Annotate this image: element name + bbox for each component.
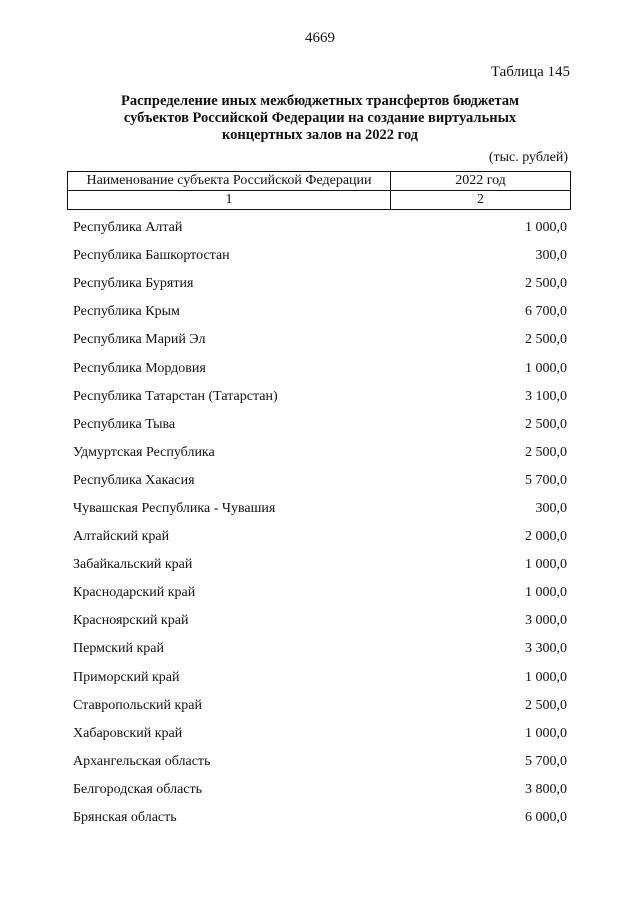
transfer-amount: 3 300,0 <box>525 641 567 657</box>
transfer-amount: 1 000,0 <box>525 669 567 685</box>
table-row <box>73 635 567 663</box>
region-name: Приморский край <box>73 669 180 685</box>
region-name: Брянская область <box>73 810 177 826</box>
table-row <box>73 383 567 411</box>
column-number-1: 1 <box>68 191 391 210</box>
transfer-amount: 2 500,0 <box>525 276 567 292</box>
region-name: Краснодарский край <box>73 585 196 601</box>
column-number-row <box>68 191 571 210</box>
table-row <box>73 467 567 495</box>
transfer-amount: 1 000,0 <box>525 557 567 573</box>
transfer-amount: 300,0 <box>535 500 567 516</box>
transfer-amount: 2 500,0 <box>525 416 567 432</box>
table-row <box>73 551 567 579</box>
region-name: Республика Башкортостан <box>73 248 230 264</box>
transfer-amount: 2 500,0 <box>525 444 567 460</box>
transfer-amount: 1 000,0 <box>525 360 567 376</box>
region-name: Красноярский край <box>73 613 189 629</box>
transfer-amount: 6 000,0 <box>525 810 567 826</box>
region-name: Республика Мордовия <box>73 360 206 376</box>
region-name: Ставропольский край <box>73 697 202 713</box>
table-row <box>73 214 567 242</box>
column-number-2: 2 <box>391 191 571 210</box>
table-row <box>73 298 567 326</box>
transfer-amount: 1 000,0 <box>525 220 567 236</box>
region-name: Алтайский край <box>73 529 170 545</box>
title-line-2: субъектов Российской Федерации на создание виртуальных <box>123 110 517 126</box>
table-row <box>73 270 567 298</box>
table-row <box>73 664 567 692</box>
title-line-3: концертных залов на 2022 год <box>221 127 419 143</box>
table-row <box>73 607 567 635</box>
region-name: Белгородская область <box>73 781 203 797</box>
table-row <box>73 354 567 382</box>
region-name: Республика Хакасия <box>73 472 195 488</box>
region-name: Забайкальский край <box>73 557 193 573</box>
region-name: Хабаровский край <box>73 725 183 741</box>
table-row <box>73 804 567 832</box>
transfer-amount: 3 100,0 <box>525 388 567 404</box>
table-row <box>73 720 567 748</box>
transfer-amount: 2 000,0 <box>525 529 567 545</box>
region-name: Республика Марий Эл <box>73 332 206 348</box>
region-name: Чувашская Республика - Чувашия <box>73 500 276 516</box>
column-header-region: Наименование субъекта Российской Федерации <box>68 172 391 191</box>
table-row <box>73 579 567 607</box>
region-name: Республика Алтай <box>73 220 183 236</box>
table-header <box>67 171 571 210</box>
table-row <box>73 748 567 776</box>
table-row <box>73 692 567 720</box>
table-row <box>73 439 567 467</box>
document-title <box>90 93 550 144</box>
page-number: 4669 <box>305 30 335 46</box>
table-row <box>73 495 567 523</box>
column-header-year: 2022 год <box>391 172 571 191</box>
transfer-amount: 300,0 <box>535 248 567 264</box>
region-name: Удмуртская Республика <box>73 444 215 460</box>
table-body <box>73 214 567 832</box>
table-number: Таблица 145 <box>490 64 570 80</box>
table-row <box>73 242 567 270</box>
region-name: Республика Тыва <box>73 416 176 432</box>
region-name: Пермский край <box>73 641 164 657</box>
transfer-amount: 6 700,0 <box>525 304 567 320</box>
header-row <box>68 172 571 191</box>
transfer-amount: 1 000,0 <box>525 585 567 601</box>
transfer-amount: 3 800,0 <box>525 781 567 797</box>
transfer-amount: 5 700,0 <box>525 472 567 488</box>
table-row <box>73 326 567 354</box>
region-name: Архангельская область <box>73 753 211 769</box>
table-row <box>73 523 567 551</box>
transfer-amount: 2 500,0 <box>525 697 567 713</box>
title-line-1: Распределение иных межбюджетных трансфертов бюджетам <box>121 93 519 109</box>
units-label: (тыс. рублей) <box>488 150 568 165</box>
region-name: Республика Крым <box>73 304 180 320</box>
table-row <box>73 776 567 804</box>
table-row <box>73 411 567 439</box>
transfer-amount: 3 000,0 <box>525 613 567 629</box>
transfer-amount: 5 700,0 <box>525 753 567 769</box>
transfer-amount: 1 000,0 <box>525 725 567 741</box>
transfer-amount: 2 500,0 <box>525 332 567 348</box>
region-name: Республика Татарстан (Татарстан) <box>73 388 278 404</box>
region-name: Республика Бурятия <box>73 276 194 292</box>
